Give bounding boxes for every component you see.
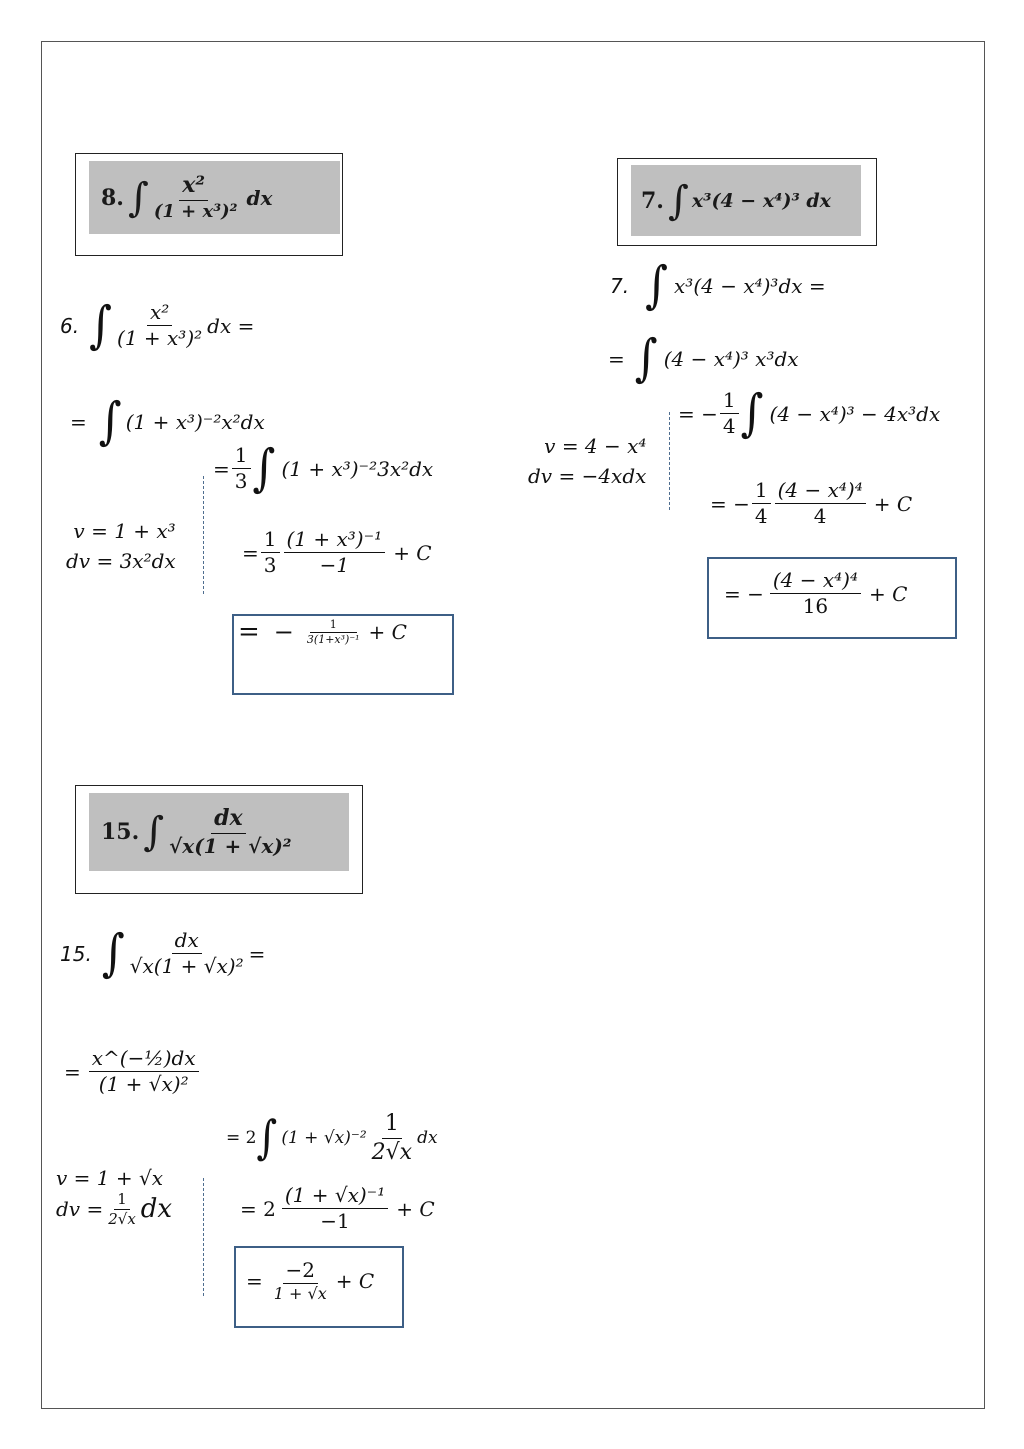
problem-8-box: [75, 153, 343, 256]
sol15-line1-fraction: [127, 928, 247, 979]
problem-15-denominator: √x(1 + √x)²: [169, 833, 292, 858]
problem-8-photo: [89, 161, 340, 234]
denominator: 3: [263, 553, 277, 577]
sol6-answer-fraction: [304, 618, 363, 647]
integral-sign: ∫: [127, 174, 149, 221]
numerator: (4 − x⁴)⁴: [770, 568, 861, 594]
sol7-answer-tail: + C: [869, 581, 908, 606]
sol6-line1-fraction: [114, 300, 205, 351]
sol15-line3: [226, 1110, 438, 1166]
integral-sign: ∫: [740, 383, 764, 443]
sol7-substitution: [528, 431, 646, 491]
equals-sign: =: [64, 1059, 81, 1084]
substitution-divider: [203, 476, 204, 594]
sol6-line1-tail: dx =: [207, 313, 255, 338]
substitution-divider: [669, 412, 670, 510]
sol6-sub-dv: dv = 3x²dx: [66, 549, 176, 573]
sol7-line3: [678, 383, 941, 443]
numerator: 1: [232, 443, 251, 469]
sol6-line4: [242, 527, 432, 578]
problem-15-box: [75, 785, 363, 894]
numerator: (1 + √x)⁻¹: [282, 1183, 388, 1209]
denominator: (1 + x³)²: [117, 326, 203, 350]
integral-sign: ∫: [256, 1111, 278, 1165]
sol15-sub-dv-lead: dv =: [56, 1197, 104, 1222]
problem-7-number: 7.: [641, 187, 664, 214]
integral-sign: ∫: [252, 438, 276, 498]
sol6-line2-expression: (1 + x³)⁻²x²dx: [125, 410, 265, 434]
denominator: 4: [754, 504, 768, 528]
sol7-line4: [710, 478, 912, 529]
sol15-line4-tail: + C: [396, 1196, 435, 1221]
sol6-line4-fraction: [284, 527, 386, 578]
problem-15-fraction: [166, 805, 294, 859]
denominator: 2√x: [108, 1209, 136, 1228]
numerator: 1: [261, 527, 280, 553]
equals-sign: =: [70, 410, 87, 434]
numerator: 1: [752, 478, 771, 504]
equals-sign: = −: [710, 491, 750, 516]
sol7-label: 7.: [610, 274, 630, 298]
numerator: (1 + x³)⁻¹: [284, 527, 386, 553]
numerator: 1: [310, 618, 357, 633]
sol15-answer-tail: + C: [335, 1269, 375, 1293]
integral-sign: ∫: [634, 329, 658, 388]
problem-8-numerator: x²: [179, 172, 208, 201]
sol15-line3-expression: (1 + √x)⁻²: [281, 1128, 367, 1148]
sol15-answer-fraction: [271, 1258, 330, 1304]
problem-7-expression: x³(4 − x⁴)³ dx: [691, 189, 832, 212]
sol7-line4-tail: + C: [873, 491, 913, 516]
numerator: −2: [283, 1258, 318, 1284]
sol7-answer-fraction: [770, 568, 861, 619]
integral-sign: ∫: [143, 809, 165, 855]
sol15-line3-tail: dx: [417, 1128, 438, 1148]
sol6-line2: [70, 392, 265, 451]
sol6-label: 6.: [60, 313, 80, 338]
integral-sign: ∫: [89, 295, 113, 355]
sol7-line4-fraction: [775, 478, 866, 529]
sol15-line4-lead: = 2: [240, 1196, 276, 1221]
denominator: 4: [813, 504, 827, 528]
equals-sign: =: [608, 347, 625, 371]
denominator: 3(1+x³)⁻¹: [306, 632, 360, 646]
problem-15-numerator: dx: [211, 805, 246, 834]
problem-15-photo: [89, 793, 349, 871]
problem-8-dx: dx: [246, 185, 273, 210]
integral-sign: ∫: [101, 923, 125, 983]
minus-sign: −: [273, 618, 294, 646]
denominator: 16: [802, 594, 829, 618]
problem-15-number: 15.: [101, 819, 140, 845]
problem-8-fraction: [151, 172, 241, 223]
sol15-sub-dv: [56, 1190, 179, 1229]
sol15-line1: [60, 923, 266, 983]
denominator: √x(1 + √x)²: [129, 954, 244, 978]
problem-8-denominator: (1 + x³)²: [153, 200, 238, 222]
sol15-line3-lead: = 2: [226, 1128, 257, 1148]
sol6-sub-v: v = 1 + x³: [73, 519, 176, 543]
sol7-line4-coefficient: [752, 478, 771, 529]
equals-sign: =: [213, 456, 230, 481]
denominator: 2√x: [371, 1139, 413, 1165]
sol7-line2-expression: (4 − x⁴)³ x³dx: [663, 347, 799, 371]
sol6-line4-coefficient: [261, 527, 280, 578]
sol15-line2-fraction: [89, 1046, 199, 1097]
denominator: 4: [722, 414, 736, 438]
sol7-line2: [608, 329, 799, 388]
sol7-sub-v: v = 4 − x⁴: [544, 434, 647, 458]
sol7-line1-expression: x³(4 − x⁴)³dx =: [674, 274, 826, 298]
sol15-line4-fraction: [282, 1183, 388, 1234]
sol15-sub-dv-tail: dx: [140, 1194, 173, 1225]
sol7-line3-coefficient: [720, 388, 739, 439]
denominator: −1: [319, 553, 350, 577]
numerator: x²: [147, 300, 172, 326]
integral-sign: ∫: [98, 392, 122, 451]
substitution-divider: [203, 1178, 204, 1296]
sol6-answer-tail: + C: [368, 620, 407, 644]
sol6-line3-expression: (1 + x³)⁻²3x²dx: [281, 456, 434, 481]
equals-sign: =: [246, 1269, 263, 1293]
sol15-label: 15.: [60, 941, 92, 966]
sol6-line1: [60, 295, 255, 355]
numerator: 1: [720, 388, 739, 414]
problem-8-number: 8.: [101, 184, 124, 211]
problem-7-box: [617, 158, 877, 246]
numerator: dx: [172, 928, 202, 954]
sol7-line3-expression: (4 − x⁴)³ − 4x³dx: [769, 401, 941, 426]
sol6-line3: [213, 438, 434, 498]
sol7-sub-dv: dv = −4xdx: [528, 464, 647, 488]
numerator: 1: [382, 1110, 402, 1139]
equals-sign: = −: [678, 401, 718, 426]
sol15-sub-v: v = 1 + √x: [56, 1166, 163, 1190]
sol15-line3-fraction: [369, 1110, 415, 1166]
denominator: 3: [234, 469, 248, 493]
numerator: 1: [114, 1190, 130, 1210]
sol6-substitution: [66, 516, 176, 576]
sol6-answer: [238, 617, 407, 647]
equals-sign: =: [238, 617, 260, 647]
sol6-line4-tail: + C: [393, 540, 432, 565]
sol15-answer: [246, 1258, 374, 1304]
denominator: 1 + √x: [273, 1284, 327, 1303]
sol15-line2: [64, 1046, 201, 1097]
equals-sign: = −: [724, 581, 764, 606]
integral-sign: ∫: [645, 256, 669, 315]
equals-sign: =: [242, 540, 259, 565]
numerator: (4 − x⁴)⁴: [775, 478, 866, 504]
denominator: −1: [320, 1209, 350, 1233]
sol7-line1: [610, 256, 826, 315]
sol6-line3-coefficient: [232, 443, 251, 494]
sol15-substitution: [56, 1166, 179, 1229]
numerator: x^(−½)dx: [89, 1046, 199, 1072]
sol7-answer: [724, 568, 907, 619]
sol15-line1-tail: =: [248, 941, 266, 966]
sol15-sub-dv-fraction: [105, 1190, 139, 1229]
sol15-line4: [240, 1183, 435, 1234]
problem-7-photo: [631, 165, 861, 236]
integral-sign: ∫: [667, 177, 689, 224]
denominator: (1 + √x)²: [98, 1072, 189, 1096]
